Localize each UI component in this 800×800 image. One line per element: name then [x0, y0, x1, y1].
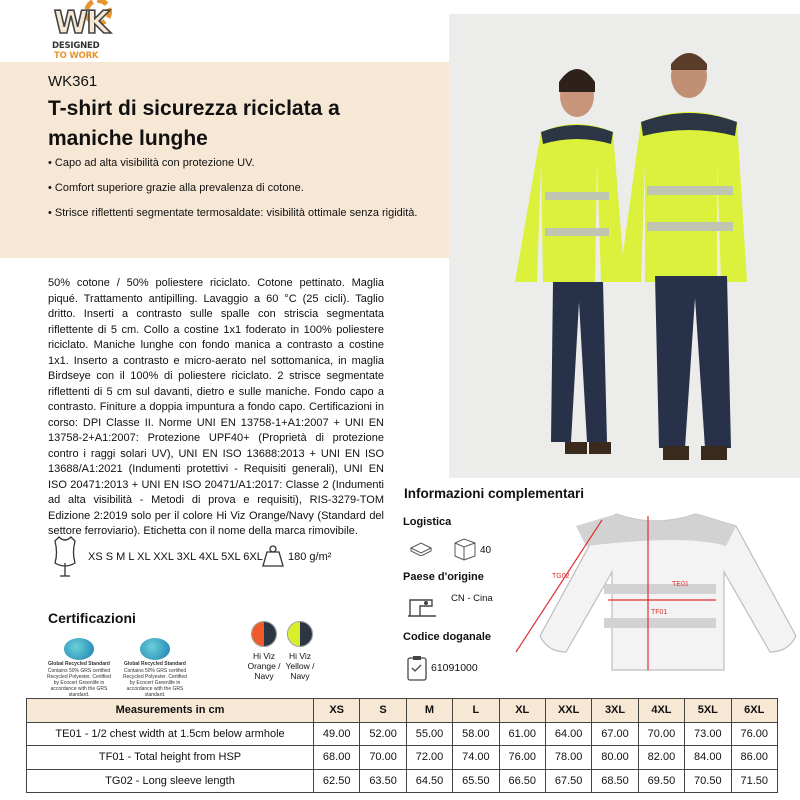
- cell: 84.00: [685, 746, 731, 770]
- cell: 86.00: [731, 746, 777, 770]
- cell: 76.00: [731, 722, 777, 746]
- row-label: TF01 - Total height from HSP: [27, 746, 314, 770]
- cell: 64.50: [406, 769, 452, 793]
- table-header-row: [27, 699, 778, 723]
- cell: 49.00: [314, 722, 360, 746]
- certifications-title: Certificazioni: [48, 610, 136, 626]
- cell: 52.00: [360, 722, 406, 746]
- grs-logo: Global Recycled Standard Contains 50% GRS certified Recycled Polyester. Certified by Ecocert Greenlife in accordance with the GRS standard.: [122, 638, 188, 682]
- size-range: XS S M L XL XXL 3XL 4XL 5XL 6XL: [88, 551, 263, 563]
- size-header: L: [453, 699, 499, 723]
- customs-value: 61091000: [431, 662, 478, 674]
- diagram-label-te01: TE01: [672, 581, 689, 588]
- size-header: M: [406, 699, 452, 723]
- cell: 82.00: [638, 746, 684, 770]
- cell: 68.50: [592, 769, 638, 793]
- origin-label: Paese d'origine: [403, 571, 484, 583]
- cell: 80.00: [592, 746, 638, 770]
- cell: 66.50: [499, 769, 545, 793]
- cell: 70.00: [360, 746, 406, 770]
- cell: 72.00: [406, 746, 452, 770]
- cell: 65.50: [453, 769, 499, 793]
- color-label: Hi Viz Orange / Navy: [247, 651, 281, 681]
- logistics-label: Logistica: [403, 516, 452, 528]
- cell: 62.50: [314, 769, 360, 793]
- row-label: TE01 - 1/2 chest width at 1.5cm below armhole: [27, 722, 314, 746]
- mannequin-icon: [50, 534, 80, 580]
- size-header: XS: [314, 699, 360, 723]
- carton-box-icon: [452, 536, 478, 562]
- diagram-label-tf01: TF01: [651, 609, 668, 616]
- measurement-diagram: [512, 506, 800, 686]
- cell: 70.00: [638, 722, 684, 746]
- table-row: [27, 746, 778, 770]
- product-title: T-shirt di sicurezza riciclata a maniche lunghe: [48, 97, 340, 150]
- brand-logo: WK DESIGNED TO WORK: [48, 0, 114, 62]
- size-header: 3XL: [592, 699, 638, 723]
- globe-icon: [64, 638, 94, 660]
- product-photo: [449, 14, 800, 478]
- size-header: 4XL: [638, 699, 684, 723]
- clipboard-icon: [405, 654, 429, 682]
- origin-value: CN - Cina: [451, 593, 493, 604]
- feature-item: • Comfort superiore grazie alla prevalenza di cotone.: [48, 182, 304, 194]
- globe-icon: [140, 638, 170, 660]
- row-label: TG02 - Long sleeve length: [27, 769, 314, 793]
- customs-label: Codice doganale: [403, 631, 492, 643]
- color-label: Hi Viz Yellow / Navy: [285, 651, 315, 681]
- size-header: XL: [499, 699, 545, 723]
- grs-logo: Global Recycled Standard Contains 50% GRS certified Recycled Polyester. Certified by Ecocert Greenlife in accordance with the GRS standard.: [46, 638, 112, 682]
- cell: 67.50: [545, 769, 591, 793]
- size-header: XXL: [545, 699, 591, 723]
- cell: 70.50: [685, 769, 731, 793]
- cell: 76.00: [499, 746, 545, 770]
- measurements-table: [26, 698, 778, 793]
- color-swatch-yellow[interactable]: [287, 621, 313, 647]
- cell: 68.00: [314, 746, 360, 770]
- sewing-machine-icon: [405, 592, 439, 620]
- info-title: Informazioni complementari: [404, 486, 585, 501]
- table-row: [27, 722, 778, 746]
- weight-icon: [262, 544, 284, 568]
- feature-item: • Capo ad alta visibilità con protezione UV.: [48, 157, 255, 169]
- cell: 74.00: [453, 746, 499, 770]
- cell: 55.00: [406, 722, 452, 746]
- cell: 73.00: [685, 722, 731, 746]
- table-row: [27, 769, 778, 793]
- product-code: WK361: [48, 73, 98, 90]
- color-swatch-orange[interactable]: [251, 621, 277, 647]
- cell: 78.00: [545, 746, 591, 770]
- header-label: Measurements in cm: [27, 699, 314, 723]
- flat-pack-icon: [409, 540, 433, 556]
- cell: 69.50: [638, 769, 684, 793]
- size-header: 5XL: [685, 699, 731, 723]
- fabric-weight: 180 g/m²: [288, 551, 332, 563]
- diagram-label-tg02: TG02: [552, 573, 570, 580]
- feature-list: [48, 156, 438, 231]
- cell: 63.50: [360, 769, 406, 793]
- cell: 61.00: [499, 722, 545, 746]
- cell: 64.00: [545, 722, 591, 746]
- cell: 67.00: [592, 722, 638, 746]
- cell: 71.50: [731, 769, 777, 793]
- size-header: S: [360, 699, 406, 723]
- product-description: 50% cotone / 50% poliestere riciclato. Cotone pettinato. Maglia piqué. Trattamento antipilling. Lavaggio a 60 °C (25 cicli). Taglio dritto. Inserti a contrasto sulle spalle con striscia segmentata riflettente di 5 cm. Collo a costine 1x1 foderato in 100% poliestere riciclato. Maniche lunghe con fondo manica a contrasto a costine 1x1. Inserto a contrasto e micro-aerato nel sottomanica, in maglia Birdseye con il 100% di poliestere riciclato. 2 strisce segmentate riflettenti di 5 cm sul davanti, dietro e sulle maniche. Fondo capo a contrasto. Finiture a doppia impuntura a fondo capo. Certificazioni in corso: DPI Classe II. Norme UNI EN 13758-1+A1:2007 + UNI EN 13758-2+A1:2007: Protezione UPF40+ (Proprietà di protezione contro i raggi solari UV), UNI EN ISO 13688:2013 + UNI EN ISO 13688/A1:2021 (Indumenti protettivi - Requisiti generali), UNI EN ISO 20471:2013 + UNI EN ISO 20471/A1:2017: Classe 2 (Indumenti ad alta visibilità - Metodi di prova e requisiti), RIS-3279-TOM Edizione 2:2019 solo per il colore Hi Viz Orange/Navy (Standard del settore ferroviario). Etichetta con il nome della marca rimovibile.: [48, 277, 384, 537]
- size-header: 6XL: [731, 699, 777, 723]
- feature-item: • Strisce riflettenti segmentate termosaldate: visibilità ottimale senza rigidità.: [48, 207, 418, 219]
- cell: 58.00: [453, 722, 499, 746]
- carton-quantity: 40: [480, 545, 492, 556]
